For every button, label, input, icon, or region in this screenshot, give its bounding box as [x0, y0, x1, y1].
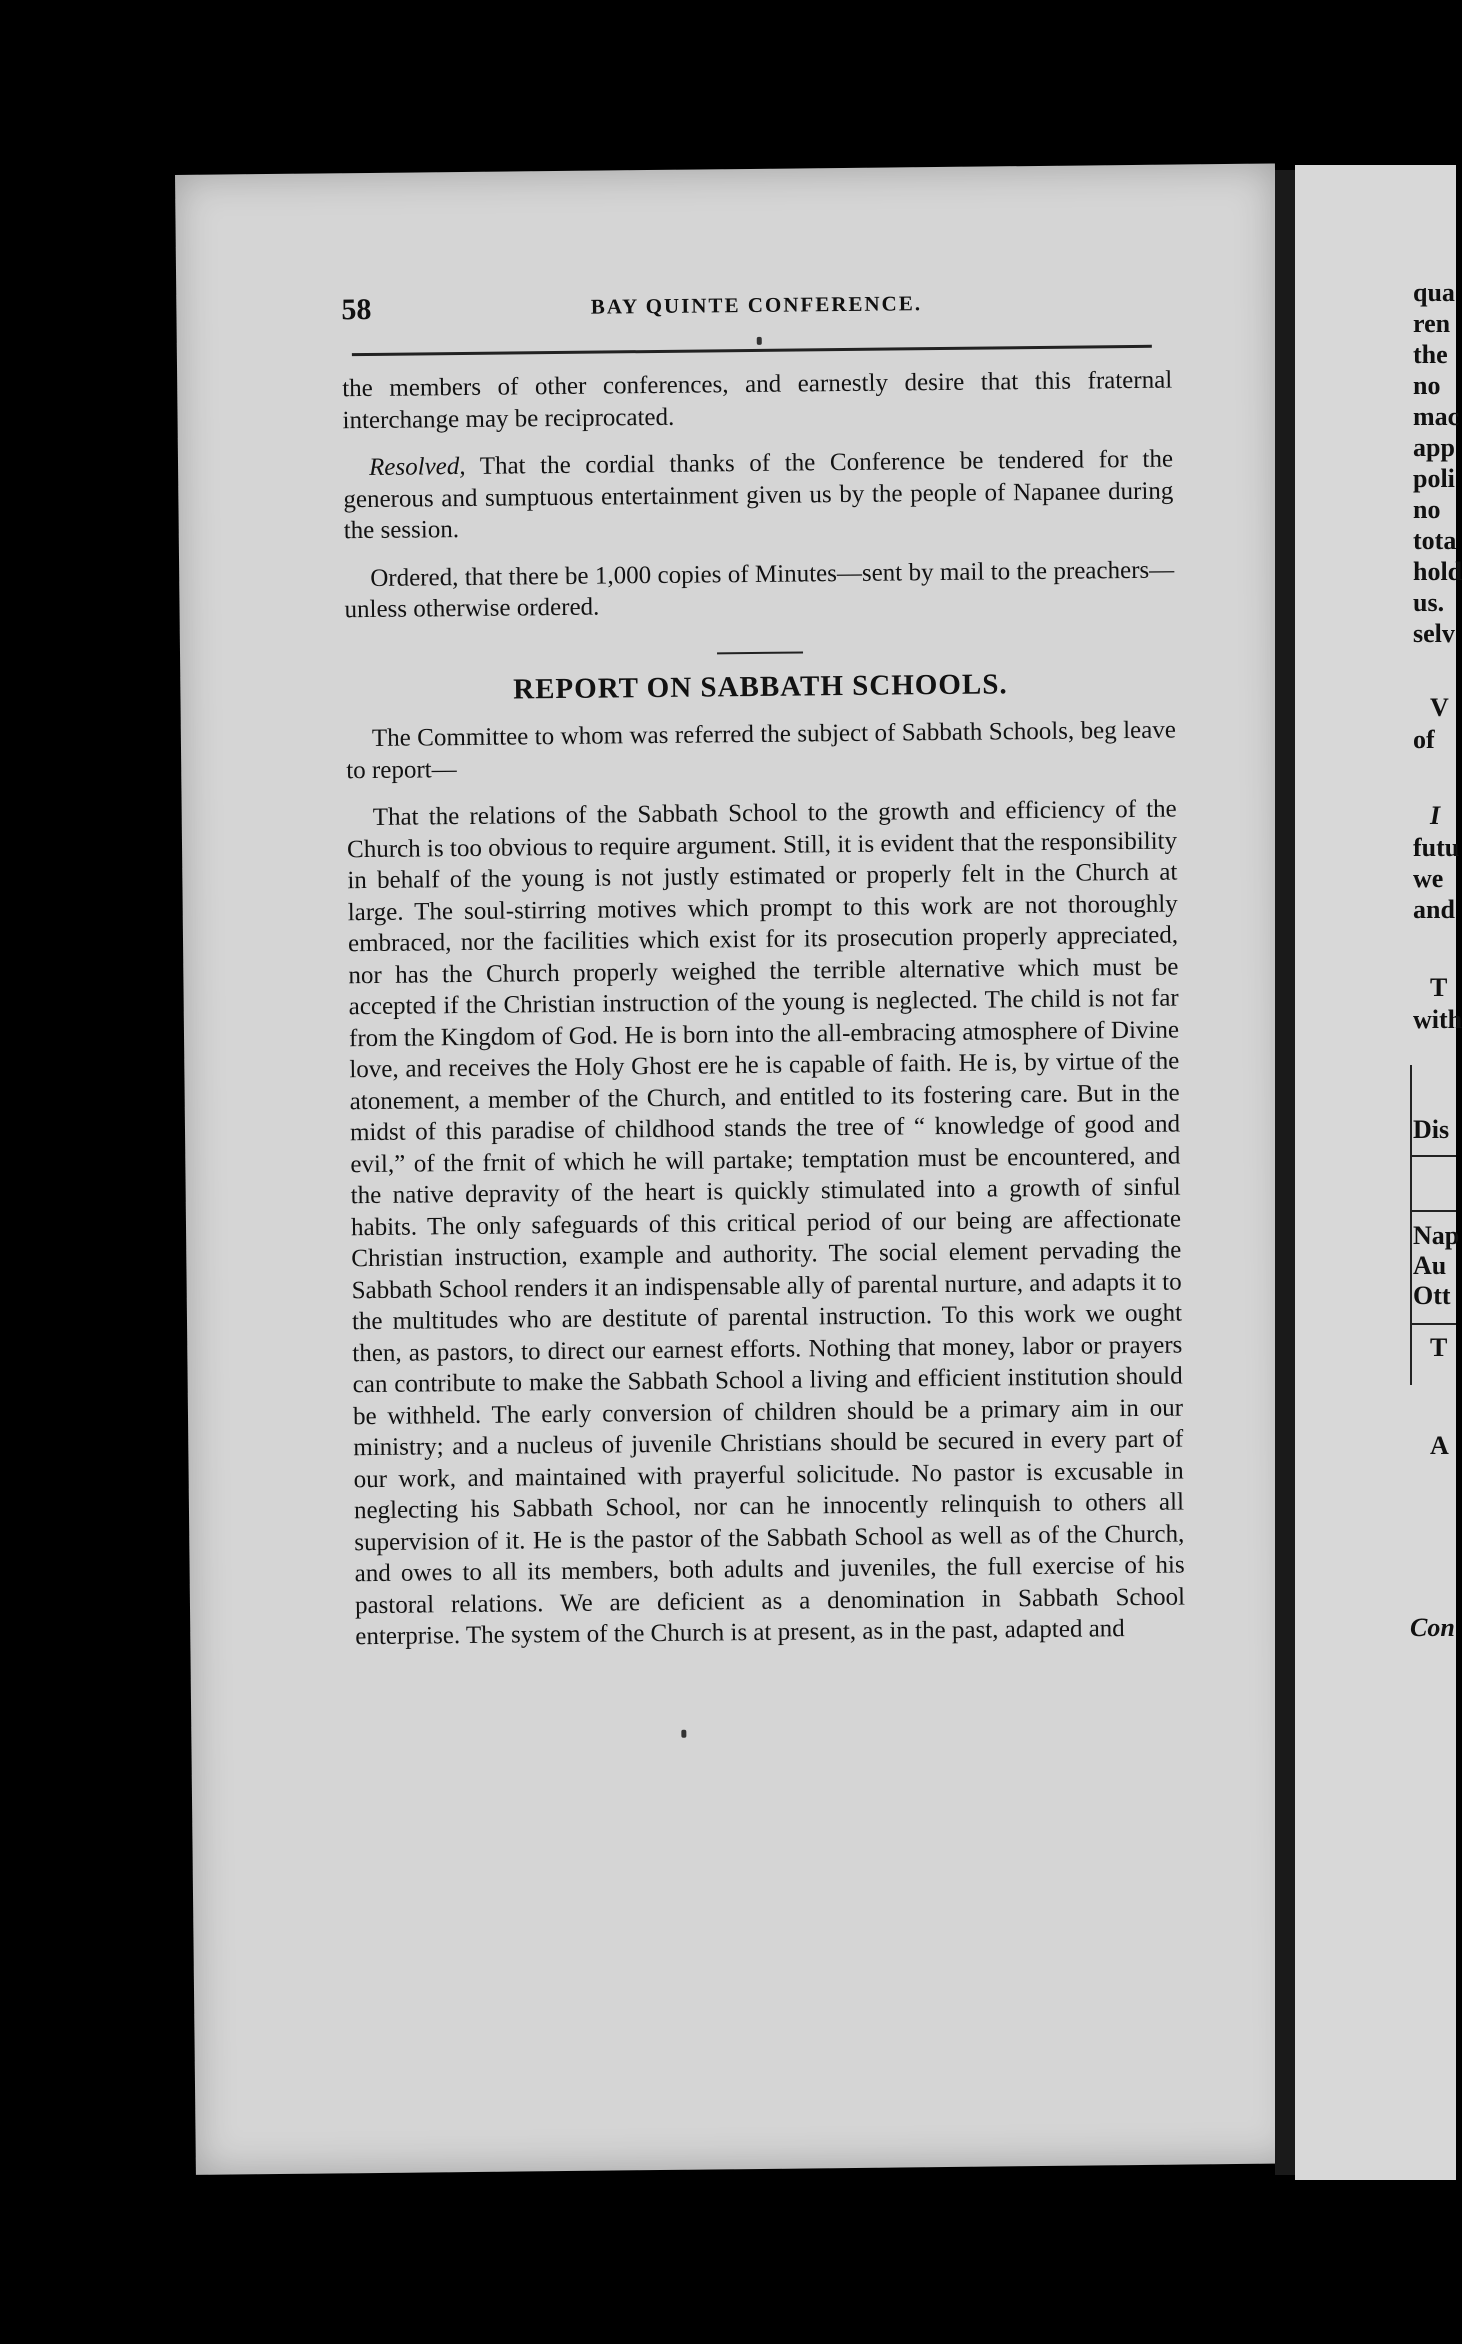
table-rule-vertical [1410, 1065, 1412, 1385]
right-fragment: we [1413, 864, 1444, 893]
right-page-edge [1295, 165, 1462, 2180]
page-body [342, 365, 1185, 1653]
right-fragment: selv [1413, 619, 1455, 648]
right-fragment: Ott [1413, 1281, 1451, 1310]
paragraph-text: That the cordial thanks of the Conference be tendered for the generous and sumptuous entertainment given us by the people of Napanee during the session. [343, 445, 1174, 545]
right-fragment: Au [1413, 1251, 1447, 1280]
right-fragment: T [1430, 1333, 1448, 1362]
ink-speck [681, 1730, 686, 1738]
right-fragment: the [1413, 340, 1448, 369]
right-fragment: no [1413, 371, 1441, 400]
right-fragment: futu [1413, 833, 1460, 862]
right-fragment: tota [1413, 526, 1457, 555]
table-rule [1410, 1155, 1456, 1157]
right-fragment: V [1430, 693, 1449, 722]
paragraph: the members of other conferences, and earnestly desire that this fraternal interchange may be reciprocated. [342, 366, 1173, 434]
section-divider [717, 651, 803, 654]
right-fragment: app [1413, 433, 1455, 462]
right-fragment: A [1430, 1431, 1449, 1460]
paragraph: That the relations of the Sabbath School to the growth and efficiency of the Church is too obvious to require argument. Still, it is evident that the responsibility in behalf of the young is not justly estimated or properly felt in the Church at large. The soul-stirring motives which prompt to this work are not thoroughly embraced, nor the facilities which exist for its prosecution properly appreciated, nor has the Church properly weighed the terrible alternative which must be accepted if the Christian instruction of the young is neglected. The child is not far from the Kingdom of God. He is born into the all-embracing atmosphere of Divine love, and receives the Holy Ghost ere he is capable of faith. He is, by virtue of the atonement, a member of the Church, and entitled to its fostering care. But in the midst of this paradise of childhood stands the tree of “ knowledge of good and evil,” of the frnit of which he will partake; temptation must be encountered, and the native depravity of the heart is quickly stimulated into a growth of sinful habits. The only safeguards of this critical period of our being are affectionate Christian instruction, example and authority. The social element pervading the Sabbath School renders it an indispensable ally of parental nurture, and adapts it to the multitudes who are destitute of parental instruction. To this work we ought then, as pastors, to direct our earnest efforts. Nothing that money, labor or prayers can contribute to make the Sabbath School a living and efficient institution should be withheld. The early conversion of children should be a primary aim in our ministry; and a nucleus of juvenile Christians should be secured in every part of our work, and maintained with prayerful solicitude. No pastor is excusable in neglecting his Sabbath School, nor can he innocently relinquish to others all supervision of it. He is the pastor of the Sabbath School as well as of the Church, and owes to all its members, both adults and juveniles, the full exercise of his pastoral relations. We are deficient as a denomination in Sabbath School enterprise. The system of the Church is at present, as in the past, adapted and [346, 795, 1186, 1651]
right-fragment: poli [1413, 464, 1455, 493]
ink-speck [757, 337, 762, 345]
right-fragment: no [1413, 495, 1441, 524]
paragraph: Ordered, that there be 1,000 copies of Minutes—sent by mail to the preachers—unless otherwise ordered. [344, 556, 1175, 624]
section-title: REPORT ON SABBATH SCHOOLS. [512, 667, 1008, 705]
resolved-label: Resolved, [368, 452, 466, 481]
right-fragment: mac [1413, 402, 1460, 431]
right-fragment: hold [1413, 557, 1462, 586]
right-fragment: Con [1410, 1613, 1455, 1642]
header-rule [352, 345, 1152, 356]
table-rule [1410, 1210, 1456, 1212]
right-fragment: qua [1413, 278, 1455, 307]
right-fragment: with [1413, 1005, 1462, 1034]
page-number: 58 [341, 292, 372, 327]
right-fragment: T [1430, 973, 1448, 1002]
paragraph [343, 444, 1174, 547]
page-content-wrapper [175, 163, 1296, 2174]
page-header [341, 285, 1171, 334]
right-fragment: I [1430, 801, 1441, 830]
right-fragment: and [1413, 895, 1455, 924]
right-fragment: us. [1413, 588, 1445, 617]
running-head: BAY QUINTE CONFERENCE. [590, 291, 923, 319]
right-fragment: of [1413, 725, 1435, 754]
right-fragment: Dis [1413, 1115, 1450, 1144]
right-fragment: Nap [1413, 1221, 1460, 1250]
right-fragment: ren [1413, 309, 1451, 338]
table-rule [1410, 1323, 1456, 1325]
paragraph: The Committee to whom was referred the subject of Sabbath Schools, beg leave to report— [346, 716, 1177, 784]
